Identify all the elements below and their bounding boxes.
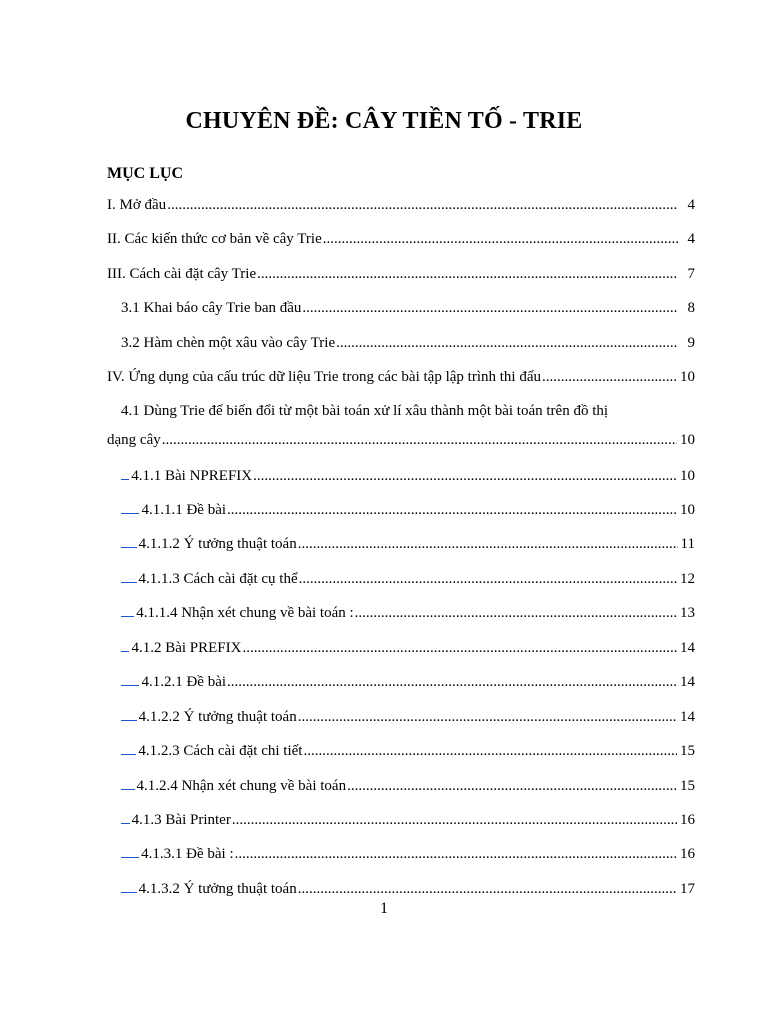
toc-entry[interactable]: [121, 706, 695, 728]
toc-entry-label: III. Cách cài đặt cây Trie: [107, 266, 257, 282]
toc-heading: MỤC LỤC: [107, 165, 183, 182]
toc-entry[interactable]: [107, 194, 695, 216]
toc-entry-label: IV. Ứng dụng của cấu trúc dữ liệu Trie trong các bài tập lập trình thi đấu: [107, 369, 541, 385]
toc-entry-label: 4.1.2.1 Đề bài: [141, 674, 227, 690]
toc-entry[interactable]: [121, 297, 695, 319]
toc-entry-page: 8: [687, 300, 695, 316]
toc-leader-dots: [323, 228, 678, 250]
tab-underline: [121, 500, 139, 514]
toc-leader-dots: [542, 366, 677, 388]
toc-entry-label-line1[interactable]: 4.1 Dùng Trie để biến đổi từ một bài toán xử lí xâu thành một bài toán trên đồ thị: [121, 403, 609, 419]
document-title: CHUYÊN ĐỀ: CÂY TIỀN TỐ - TRIE: [185, 108, 583, 134]
tab-underline: [121, 707, 137, 721]
toc-entry-label: 3.2 Hàm chèn một xâu vào cây Trie: [121, 335, 336, 351]
toc-entry-page: 16: [680, 812, 695, 828]
toc-entry-label: 4.1.2.2 Ý tưởng thuật toán: [138, 709, 297, 725]
tab-underline: [121, 810, 130, 824]
toc-entry-label: 4.1.3 Bài Printer: [131, 812, 231, 828]
tab-underline: [121, 638, 129, 652]
toc-entry-page: 14: [680, 709, 695, 725]
toc-entry-label: 4.1.2.4 Nhận xét chung về bài toán: [136, 778, 347, 794]
toc-leader-dots: [336, 332, 678, 354]
toc-entry[interactable]: [121, 499, 695, 521]
tab-underline: [121, 672, 139, 686]
toc-entry[interactable]: [121, 465, 695, 487]
toc-entry[interactable]: [121, 332, 695, 354]
tab-underline: [121, 844, 139, 858]
tab-underline: [121, 534, 137, 548]
toc-entry[interactable]: [121, 671, 695, 693]
toc-entry[interactable]: [121, 533, 695, 555]
tab-underline: [121, 741, 136, 755]
toc-entry-label: 4.1.1.4 Nhận xét chung về bài toán :: [136, 605, 354, 621]
toc-entry-label: dạng cây: [107, 432, 161, 448]
toc-entry-page: 14: [680, 674, 695, 690]
toc-leader-dots: [298, 533, 678, 555]
toc-entry-label: 4.1.1 Bài NPREFIX: [131, 468, 253, 484]
toc-leader-dots: [167, 194, 678, 216]
toc-leader-dots: [253, 465, 677, 487]
toc-entry[interactable]: [121, 602, 695, 624]
tab-underline: [121, 776, 135, 790]
toc-entry-page: 10: [680, 468, 695, 484]
toc-entry-label: 4.1.3.2 Ý tưởng thuật toán: [138, 881, 297, 897]
toc-leader-dots: [242, 637, 677, 659]
toc-entry-label: 4.1.2.3 Cách cài đặt chi tiết: [138, 743, 303, 759]
toc-entry-label: I. Mở đầu: [107, 197, 167, 213]
toc-entry-page: 14: [680, 640, 695, 656]
toc-entry[interactable]: [121, 775, 695, 797]
toc-leader-dots: [227, 671, 677, 693]
toc-entry-page: 4: [687, 231, 695, 247]
toc-entry[interactable]: [121, 637, 695, 659]
toc-leader-dots: [355, 602, 677, 624]
toc-entry-page: 17: [680, 881, 695, 897]
toc-leader-dots: [347, 775, 677, 797]
toc-entry-page: 16: [680, 846, 695, 862]
toc-leader-dots: [232, 809, 677, 831]
toc-entry[interactable]: [121, 568, 695, 590]
toc-entry[interactable]: [107, 228, 695, 250]
toc-entry-label: 4.1.1.3 Cách cài đặt cụ thể: [138, 571, 298, 587]
tab-underline: [121, 569, 137, 583]
toc-entry[interactable]: [107, 263, 695, 285]
toc-entry-label: 4.1.3.1 Đề bài :: [141, 846, 234, 862]
toc-leader-dots: [162, 429, 677, 451]
toc-entry-page: 13: [680, 605, 695, 621]
toc-entry-page: 15: [680, 778, 695, 794]
toc-entry-page: 10: [680, 502, 695, 518]
toc-entry[interactable]: [107, 429, 695, 451]
toc-entry[interactable]: [121, 740, 695, 762]
toc-entry[interactable]: [121, 843, 695, 865]
toc-leader-dots: [227, 499, 677, 521]
toc-leader-dots: [303, 740, 677, 762]
toc-entry[interactable]: [121, 809, 695, 831]
tab-underline: [121, 603, 134, 617]
toc-entry-label: 4.1.1.1 Đề bài: [141, 502, 227, 518]
toc-entry-label: 4.1.1.2 Ý tưởng thuật toán: [138, 536, 297, 552]
toc-leader-dots: [298, 878, 677, 900]
toc-entry[interactable]: [107, 366, 695, 388]
toc-entry-page: 7: [687, 266, 695, 282]
toc-entry-page: 10: [680, 432, 695, 448]
toc-entry-page: 4: [687, 197, 695, 213]
toc-leader-dots: [257, 263, 678, 285]
toc-entry-page: 15: [680, 743, 695, 759]
toc-leader-dots: [302, 297, 678, 319]
toc-entry-page: 10: [680, 369, 695, 385]
toc-entry-page: 9: [687, 335, 695, 351]
tab-underline: [121, 879, 137, 893]
toc-entry[interactable]: [121, 878, 695, 900]
tab-underline: [121, 466, 129, 480]
toc-entry-page: 12: [680, 571, 695, 587]
toc-entry-page: 11: [680, 536, 695, 552]
toc-entry-label: II. Các kiến thức cơ bản về cây Trie: [107, 231, 322, 247]
toc-leader-dots: [235, 843, 677, 865]
page-number: 1: [380, 900, 388, 917]
toc-entry-label: 3.1 Khai báo cây Trie ban đầu: [121, 300, 302, 316]
toc-leader-dots: [299, 568, 677, 590]
toc-leader-dots: [298, 706, 677, 728]
toc-entry-label: 4.1.2 Bài PREFIX: [131, 640, 242, 656]
